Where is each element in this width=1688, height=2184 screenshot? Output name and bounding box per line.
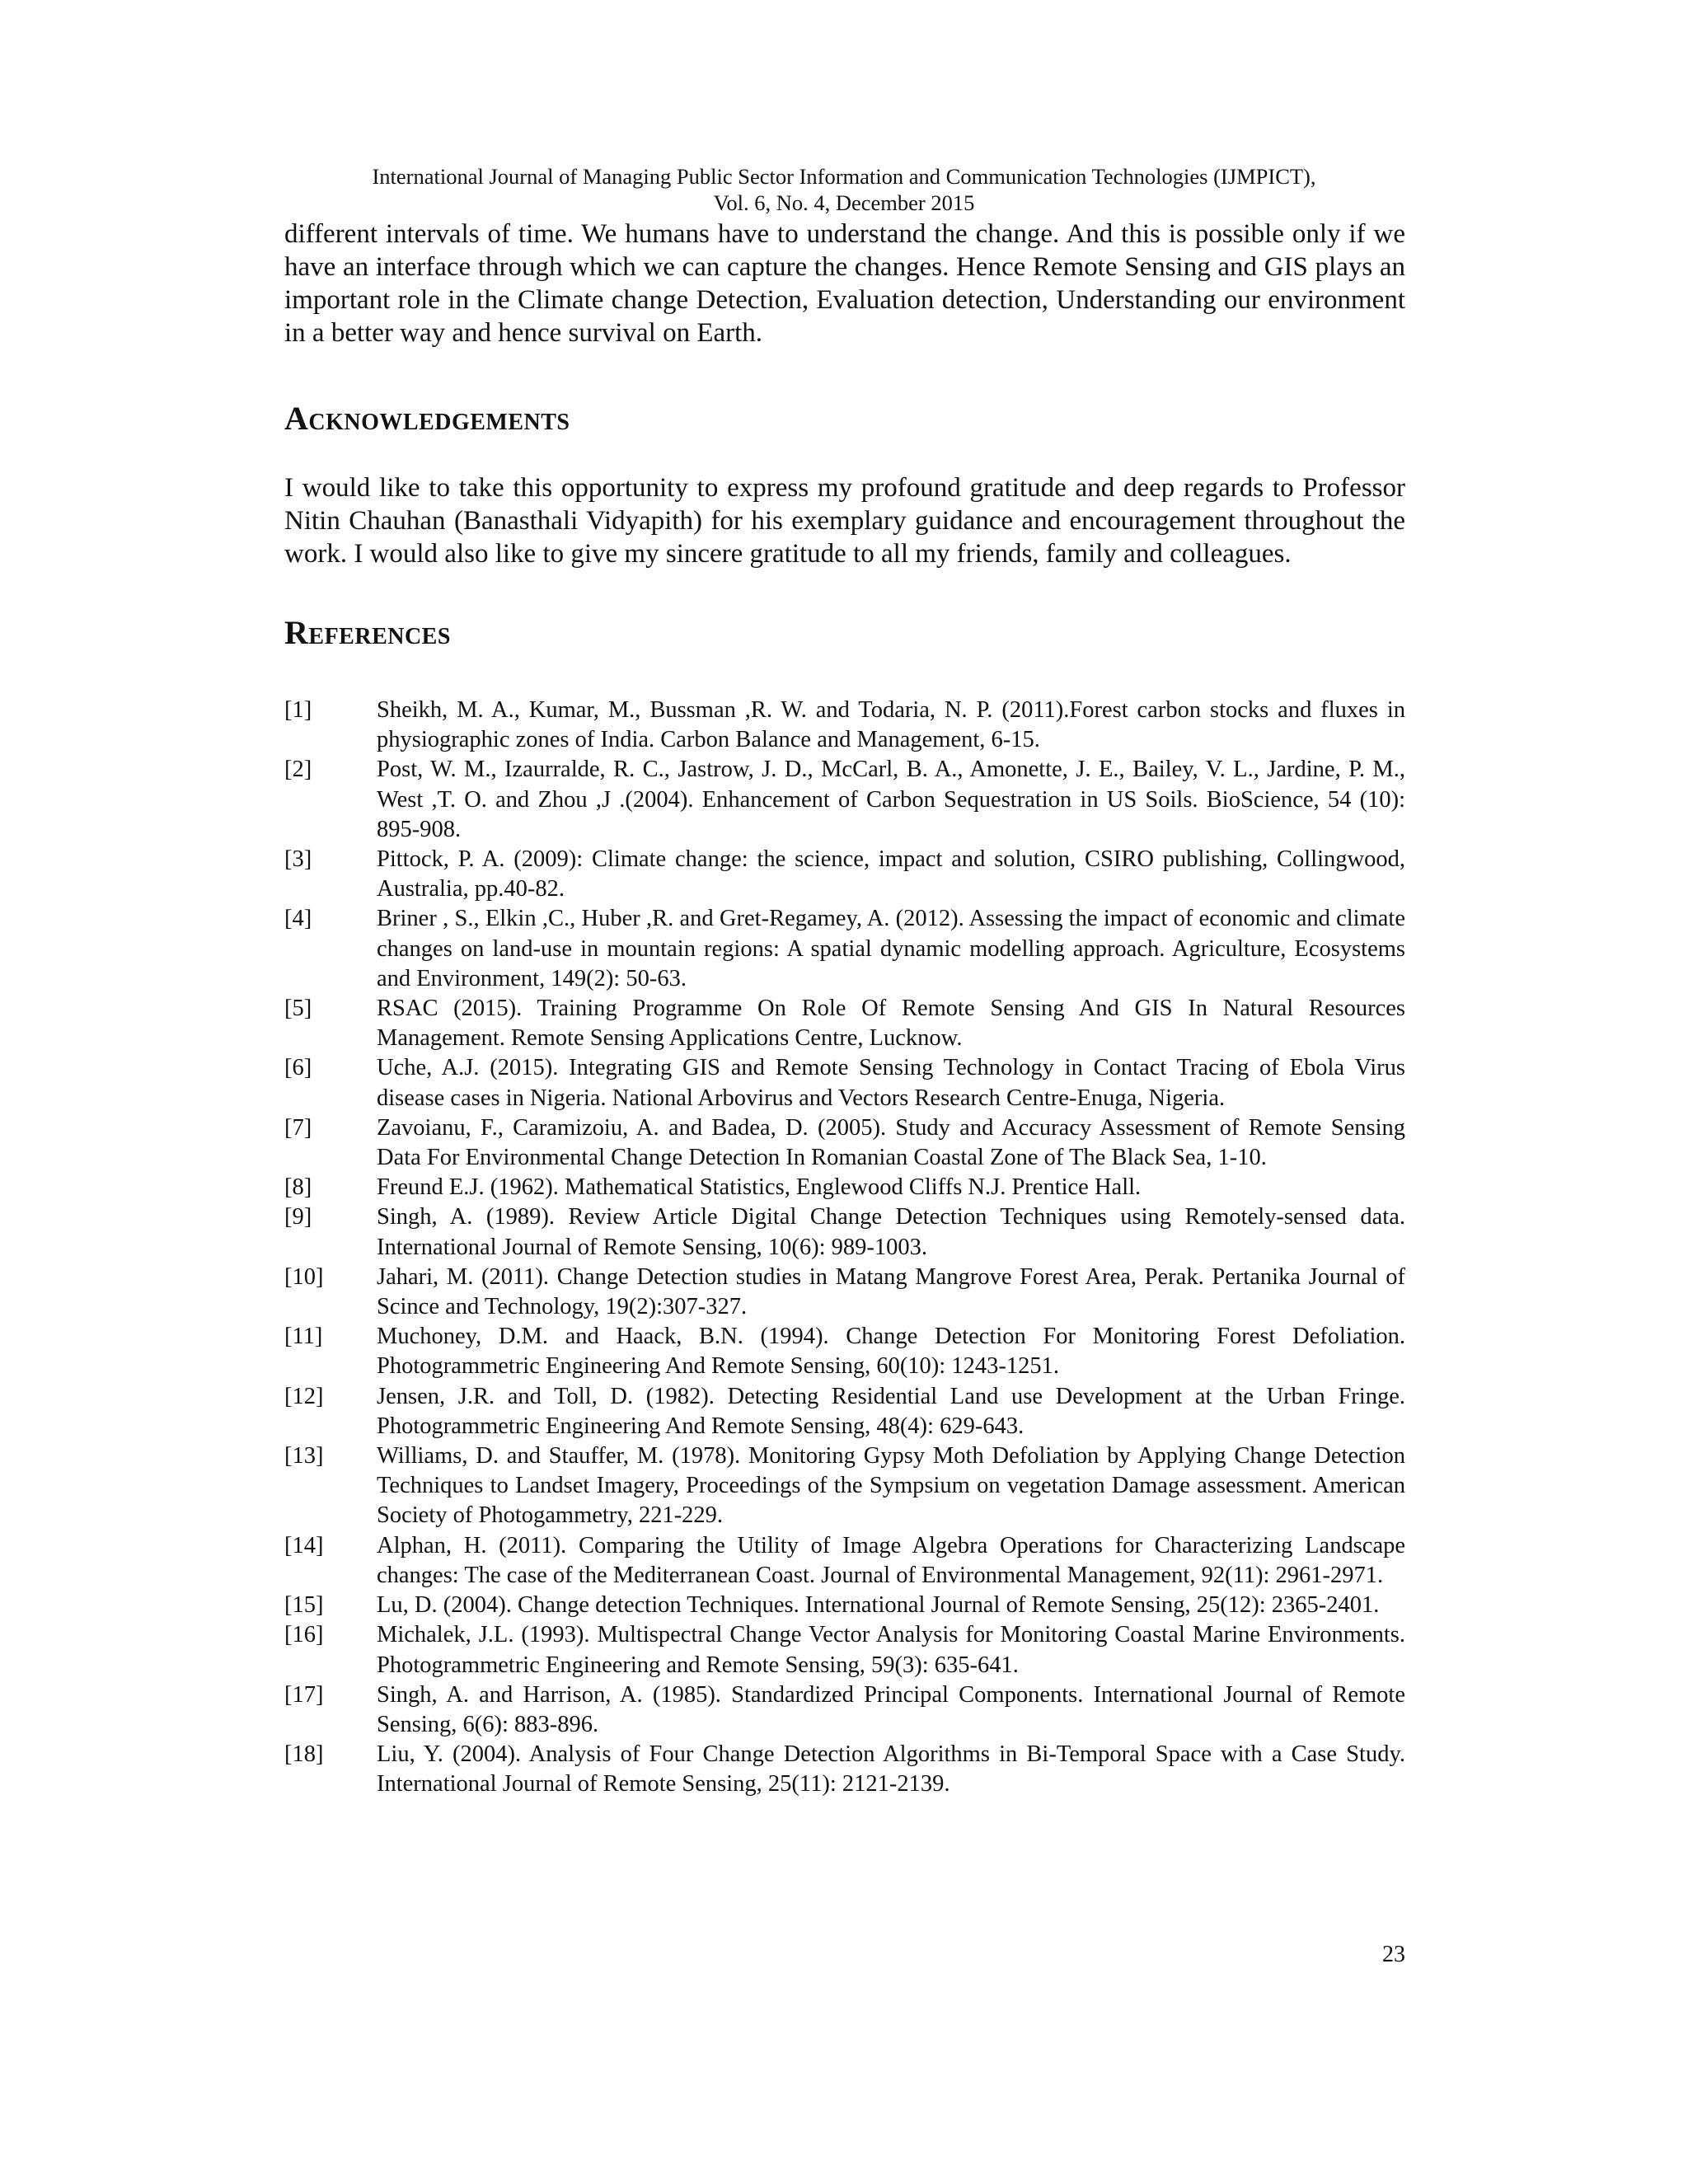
reference-number: [1] [284, 697, 312, 723]
reference-text: Liu, Y. (2004). Analysis of Four Change Detection Algorithms in Bi-Temporal Space with a Case Study. International Journal of Remote Sensing, 25(11): 2121-2139. [377, 1741, 1405, 1797]
reference-list [284, 696, 1405, 1800]
page-number: 23 [1382, 1942, 1405, 1967]
reference-number: [7] [284, 1114, 312, 1141]
reference-item [284, 1740, 1405, 1799]
reference-number: [4] [284, 906, 312, 932]
reference-number: [9] [284, 1204, 312, 1230]
reference-item [284, 1173, 1405, 1202]
page-content [284, 218, 1405, 1800]
acknowledgements-paragraph: I would like to take this opportunity to express my profound gratitude and deep regards to Professor Nitin Chauhan (Banasthali Vidyapith) for his exemplary guidance and encouragement throughout the work. I would also like to give my sincere gratitude to all my friends, family and colleagues. [284, 473, 1405, 569]
reference-text: Singh, A. and Harrison, A. (1985). Standardized Principal Components. International Journal of Remote Sensing, 6(6): 883-896. [377, 1681, 1405, 1737]
reference-number: [10] [284, 1263, 324, 1290]
reference-text: RSAC (2015). Training Programme On Role Of Remote Sensing And GIS In Natural Resources Management. Remote Sensing Applications Centre, Lucknow. [377, 996, 1405, 1052]
reference-text: Michalek, J.L. (1993). Multispectral Change Vector Analysis for Monitoring Coastal Marine Environments. Photogrammetric Engineering and Remote Sensing, 59(3): 635-641. [377, 1622, 1405, 1678]
reference-text: Pittock, P. A. (2009): Climate change: the science, impact and solution, CSIRO publishing, Collingwood, Australia, pp.40-82. [377, 846, 1405, 902]
reference-item [284, 1382, 1405, 1441]
reference-item [284, 1680, 1405, 1740]
reference-number: [14] [284, 1532, 324, 1558]
reference-item [284, 1531, 1405, 1591]
intro-paragraph: different intervals of time. We humans have to understand the change. And this is possible only if we have an interface through which we can capture the changes. Hence Remote Sensing and GIS plays an important role in the Climate change Detection, Evaluation detection, Understanding our environment in a better way and hence survival on Earth. [284, 219, 1405, 348]
reference-number: [8] [284, 1174, 312, 1201]
reference-text: Muchoney, D.M. and Haack, B.N. (1994). Change Detection For Monitoring Forest Defoliation. Photogrammetric Engineering And Remote Sensing, 60(10): 1243-1251. [377, 1324, 1405, 1380]
reference-text: Post, W. M., Izaurralde, R. C., Jastrow, J. D., McCarl, B. A., Amonette, J. E., Bailey, V. L., Jardine, P. M., West ,T. O. and Zhou ,J .(2004). Enhancement of Carbon Sequestration in US Soils. BioScience, 54 (10): 895-908. [377, 757, 1405, 842]
reference-text: Jahari, M. (2011). Change Detection studies in Matang Mangrove Forest Area, Perak. Pertanika Journal of Scince and Technology, 19(2):307-327. [377, 1263, 1405, 1320]
reference-item [284, 845, 1405, 904]
journal-header [0, 163, 1688, 216]
reference-text: Jensen, J.R. and Toll, D. (1982). Detecting Residential Land use Development at the Urban Fringe. Photogrammetric Engineering And Remote Sensing, 48(4): 629-643. [377, 1383, 1405, 1439]
reference-text: Alphan, H. (2011). Comparing the Utility of Image Algebra Operations for Characterizing Landscape changes: The case of the Mediterranean Coast. Journal of Environmental Management, 92(11): 2961-2971. [377, 1532, 1405, 1588]
reference-number: [11] [284, 1324, 323, 1350]
journal-header-line-1: International Journal of Managing Public Sector Information and Communication Technologies (IJMPICT), [372, 164, 1316, 189]
reference-item [284, 755, 1405, 845]
reference-number: [17] [284, 1681, 324, 1708]
reference-number: [16] [284, 1622, 324, 1648]
reference-text: Zavoianu, F., Caramizoiu, A. and Badea, D. (2005). Study and Accuracy Assessment of Remote Sensing Data For Environmental Change Detection In Romanian Coastal Zone of The Black Sea, 1-10. [377, 1114, 1405, 1171]
reference-number: [18] [284, 1741, 324, 1768]
reference-text: Williams, D. and Stauffer, M. (1978). Monitoring Gypsy Moth Defoliation by Applying Change Detection Techniques to Landset Imagery, Proceedings of the Sympsium on vegetation Damage assessment. American Society of Photogammetry, 221-229. [377, 1443, 1405, 1529]
reference-item [284, 1263, 1405, 1322]
reference-text: Uche, A.J. (2015). Integrating GIS and Remote Sensing Technology in Contact Tracing of Ebola Virus disease cases in Nigeria. National Arbovirus and Vectors Research Centre-Enuga, Nigeria. [377, 1055, 1405, 1111]
reference-number: [3] [284, 846, 312, 873]
references-heading: References [284, 614, 451, 651]
reference-item [284, 1591, 1405, 1620]
reference-text: Singh, A. (1989). Review Article Digital Change Detection Techniques using Remotely-sensed data. International Journal of Remote Sensing, 10(6): 989-1003. [377, 1204, 1405, 1260]
reference-item [284, 1620, 1405, 1680]
reference-number: [6] [284, 1055, 312, 1081]
reference-item [284, 1202, 1405, 1262]
reference-item [284, 994, 1405, 1053]
reference-item [284, 1322, 1405, 1381]
reference-text: Lu, D. (2004). Change detection Techniques. International Journal of Remote Sensing, 25(12): 2365-2401. [377, 1592, 1380, 1619]
reference-number: [12] [284, 1383, 324, 1409]
reference-number: [15] [284, 1592, 324, 1619]
reference-item [284, 696, 1405, 755]
reference-text: Freund E.J. (1962). Mathematical Statistics, Englewood Cliffs N.J. Prentice Hall. [377, 1174, 1142, 1201]
reference-item [284, 1053, 1405, 1113]
reference-number: [5] [284, 996, 312, 1022]
reference-item [284, 1441, 1405, 1531]
reference-text: Sheikh, M. A., Kumar, M., Bussman ,R. W. and Todaria, N. P. (2011).Forest carbon stocks and fluxes in physiographic zones of India. Carbon Balance and Management, 6-15. [377, 697, 1405, 753]
reference-text: Briner , S., Elkin ,C., Huber ,R. and Gret-Regamey, A. (2012). Assessing the impact of economic and climate changes on land-use in mountain regions: A spatial dynamic modelling approach. Agriculture, Ecosystems and Environment, 149(2): 50-63. [377, 906, 1405, 991]
acknowledgements-heading: Acknowledgements [284, 400, 570, 437]
reference-item [284, 1113, 1405, 1173]
reference-number: [2] [284, 757, 312, 783]
reference-number: [13] [284, 1443, 324, 1469]
reference-item [284, 904, 1405, 994]
journal-header-line-2: Vol. 6, No. 4, December 2015 [713, 190, 975, 215]
